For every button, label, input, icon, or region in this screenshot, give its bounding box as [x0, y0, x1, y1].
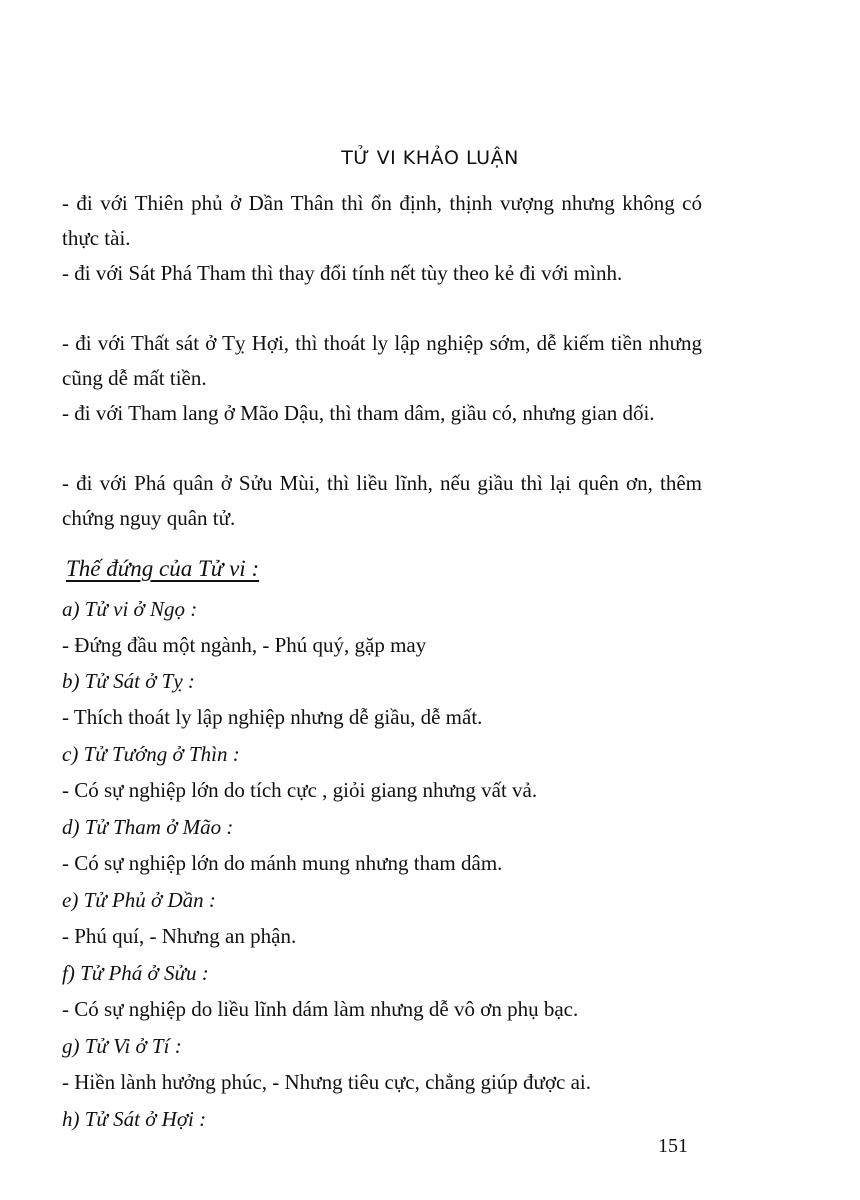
entry-heading: c) Tử Tướng ở Thìn : — [62, 742, 240, 766]
intro-item: - đi với Tham lang ở Mão Dậu, thì tham dâm, giầu có, nhưng gian dối. — [62, 401, 655, 425]
entry-text: - Đứng đầu một ngành, - Phú quý, gặp may — [62, 633, 427, 657]
intro-item: - đi với Thất sát ở Tỵ Hợi, thì thoát ly lập nghiệp sớm, dễ kiếm tiền nhưng cũng dễ mất tiền. — [62, 331, 702, 390]
entry-text: - Có sự nghiệp lớn do tích cực , giỏi giang nhưng vất vả. — [62, 778, 538, 802]
entry-text: - Phú quí, - Nhưng an phận. — [62, 924, 297, 948]
entry-text: - Có sự nghiệp do liều lĩnh dám làm nhưng dễ vô ơn phụ bạc. — [62, 997, 579, 1021]
entry-heading: b) Tử Sát ở Tỵ : — [62, 669, 195, 693]
running-head: TỬ VI KHẢO LUẬN — [341, 147, 519, 169]
entry-text: - Thích thoát ly lập nghiệp nhưng dễ giầu, dễ mất. — [62, 705, 483, 729]
entry-heading: h) Tử Sát ở Hợi : — [62, 1107, 207, 1131]
entry-heading: f) Tử Phá ở Sửu : — [62, 961, 209, 985]
intro-item: - đi với Sát Phá Tham thì thay đổi tính nết tùy theo kẻ đi với mình. — [62, 261, 623, 285]
entry-heading: g) Tử Vi ở Tí : — [62, 1034, 182, 1058]
intro-item: - đi với Thiên phủ ở Dần Thân thì ổn định, thịnh vượng nhưng không có thực tài. — [62, 191, 702, 250]
section-title: Thế đứng của Tử vi : — [66, 556, 260, 581]
page-number: 151 — [658, 1135, 688, 1157]
entry-heading: a) Tử vi ở Ngọ : — [62, 597, 198, 621]
entry-text: - Hiền lành hưởng phúc, - Nhưng tiêu cực, chẳng giúp được ai. — [62, 1070, 592, 1094]
entry-text: - Có sự nghiệp lớn do mánh mung nhưng tham dâm. — [62, 851, 503, 875]
intro-item: - đi với Phá quân ở Sửu Mùi, thì liều lĩnh, nếu giầu thì lại quên ơn, thêm chứng nguy quân tử. — [62, 471, 702, 530]
entry-heading: d) Tử Tham ở Mão : — [62, 815, 234, 839]
entry-heading: e) Tử Phủ ở Dần : — [62, 888, 216, 912]
